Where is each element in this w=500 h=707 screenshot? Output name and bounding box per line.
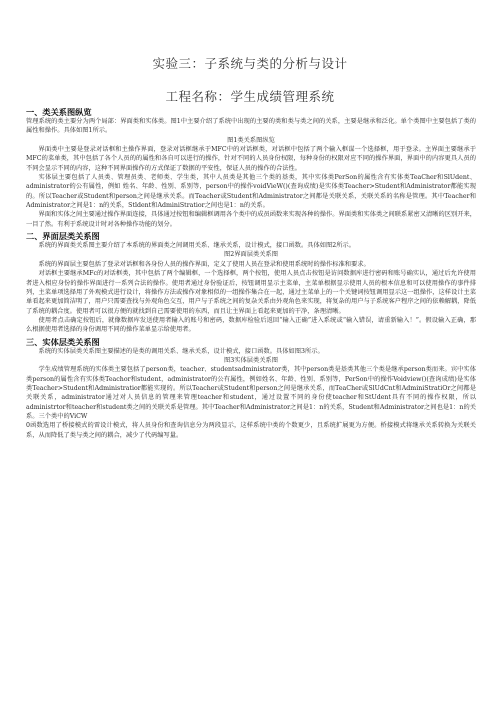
paragraph: 0函数选用了桥接模式的雷设计模式，将人员身份和查询信息分为两段显示，这样系统中类的个数更少，且系统扩展更为方便。桥接模式将继承关系转换为关联关系，从而降低了类与类之间的耦合，减少了代码编写量。 [26,422,476,439]
paragraph: 界面类中主要是登录对话框和主操作界面，登录对话框继承于MFC中的对话框类，对话框中包括了两个输入框谋一个选择框，用于登录。主界面主要继承于MFC的菜单类，其中包括了各个人员的的属性和各自可以进行的操作，针对不同的人员身份权限，每种身份的权限对应不同的操作界面，界面中的内容更具人员的不同会显示不同的内容，这种不同界面操作的方式保证了数据的平安性，保证人员的操作的合法性。 [26,146,476,172]
section-heading: 一、类关系图纵览 [26,107,92,117]
document-body [26,105,476,440]
figure-caption: 图2界面层类关系图 [224,251,278,259]
section-heading: 二、界面层类关系图 [26,231,100,242]
paragraph: 系统的界面层主要包括了登录对话框和各身份人员的操作界面，定义了使用人员在登录和使用系统时的操作标准和要求。 [38,260,370,268]
paragraph: 使用者点击确定按钮后，就像数据库发送使用者输入的账号和密码，数据库检验后返回“输入正确”进入系统或“输入错误，请重新输入！”。假设输入正确，那么根据使用者选择的身份调用不同的操作菜单显示给使用者。 [26,316,476,334]
section-heading: 三、实体层类关系图 [26,336,100,347]
paragraph: 系统的界面类关系图主要介绍了本系统的界面类之间调用关系、继承关系，设计模式，接口函数。具体如图2所示。 [38,242,355,250]
paragraph: 实体层主要包括了人员类、管理员类、老师类、学生类，其中人员类是其他三个类的基类，其中实体类PerSon的属性含有实体类TeaCher和SlUdent、administrator的公有属性，例如 姓名、年龄、性别、系别等，person中的操作voidVieW()(查询成绩)是实体类Teacher>Student和Administrator都能实现的。所以Teacher或Student和person之间是继承关系。而Teacher或Student和Administrator之间都是关联关系，关联关系的名称是管理。其中Teacher和Administrator之间是1：n的关系，Stldent和AdminiStratior之间也是1：n的关系。 [26,174,476,210]
paragraph: 对话框主要继承MFc的对话框类，其中包括了两个编辑框，一个选择框，两个按钮，使用人员点击按钮是访问数据库进行密码和账号确实认，通过后允许使用者进入相应身份的操作界面进行一系列合法的操作。使用者通过身份验证后，按钮调用显示主菜单，主菜单根据显示使用人员的根本信息和可以使用操作的事件排列，主菜单项选择用了外观模式进行设计，将操作方法或操作对象相似的一组操作集合在一起，通过主菜单上的一个关键词按钮调用显示这一组操作，这样设计主菜单看起来更加简洁明了，用户只需要查找与外观角色交互，用户与子系统之间的复杂关系由外观角色来实现，将复杂的用户与子系统客户程序之间的依赖解耦，降低了系统的耦合度。使用者可以很方便的就找到自己需要使用的东西，而且让主界面上看起来更加的干净，条理清晰。 [26,270,476,315]
page-title: 实验三：子系统与类的分析与设计 [152,56,348,71]
project-title: 工程名称：学生成绩管理系统 [165,89,335,104]
figure-caption: 图1类关系图纵览 [227,136,275,144]
paragraph: 管理系统的类主要分为两个局部：界面类和实体类。图1中主要介绍了系统中出现的主要的类和类与类之间的关系，主要是继承和泛化。单个类图中主要包括了类的属性和操作。具体如图1所示。 [26,118,476,135]
paragraph: 系统的实体层类关系图主要描述的是类的调用关系、继承关系，设计模式，接口函数。具体如图3所示。 [38,347,324,355]
paragraph: 界面和实体之间主要通过操作界面连接，具体通过按钮和编辑框调用各个类中的成员函数来实现各种的操作。界面类和实体类之间联系紧密又清晰的区别开来，一目了然。有利于系统设计时对各种操作功能的划分。 [26,211,476,228]
figure-caption: 图3实体层类关系图 [224,356,278,364]
paragraph: 学生成绩管理系统的实体类主要包括了person类，teacher、studentsadministrator类，其中person类是基类其他三个类是继承person类而来。宾中实体类person的属性含有实体类Teachor和student，administrator的公有属性，例如姓名、年龄、性别、系别等，PerSon中的操作Voidview()(查询成绩)是实体类Teacher>Student和Administratior都能实现的。所以Teacher或Student和person之间是继承关系，而TeaCher或SlUdCnt和AdminiStratiOr之间都是关联关系，administrator通过对人员信息的管理来管理teacher和student，通过设置不同的身份使teacher和StUdent具有不同的操作权限，所以administrtor和teacher和student类之间的关联关系是管理。其中Teacher和Administrator之间是1：n的关系，Student和Administrator之间也是1：n的关系。三个类中的ViCW [26,366,476,420]
